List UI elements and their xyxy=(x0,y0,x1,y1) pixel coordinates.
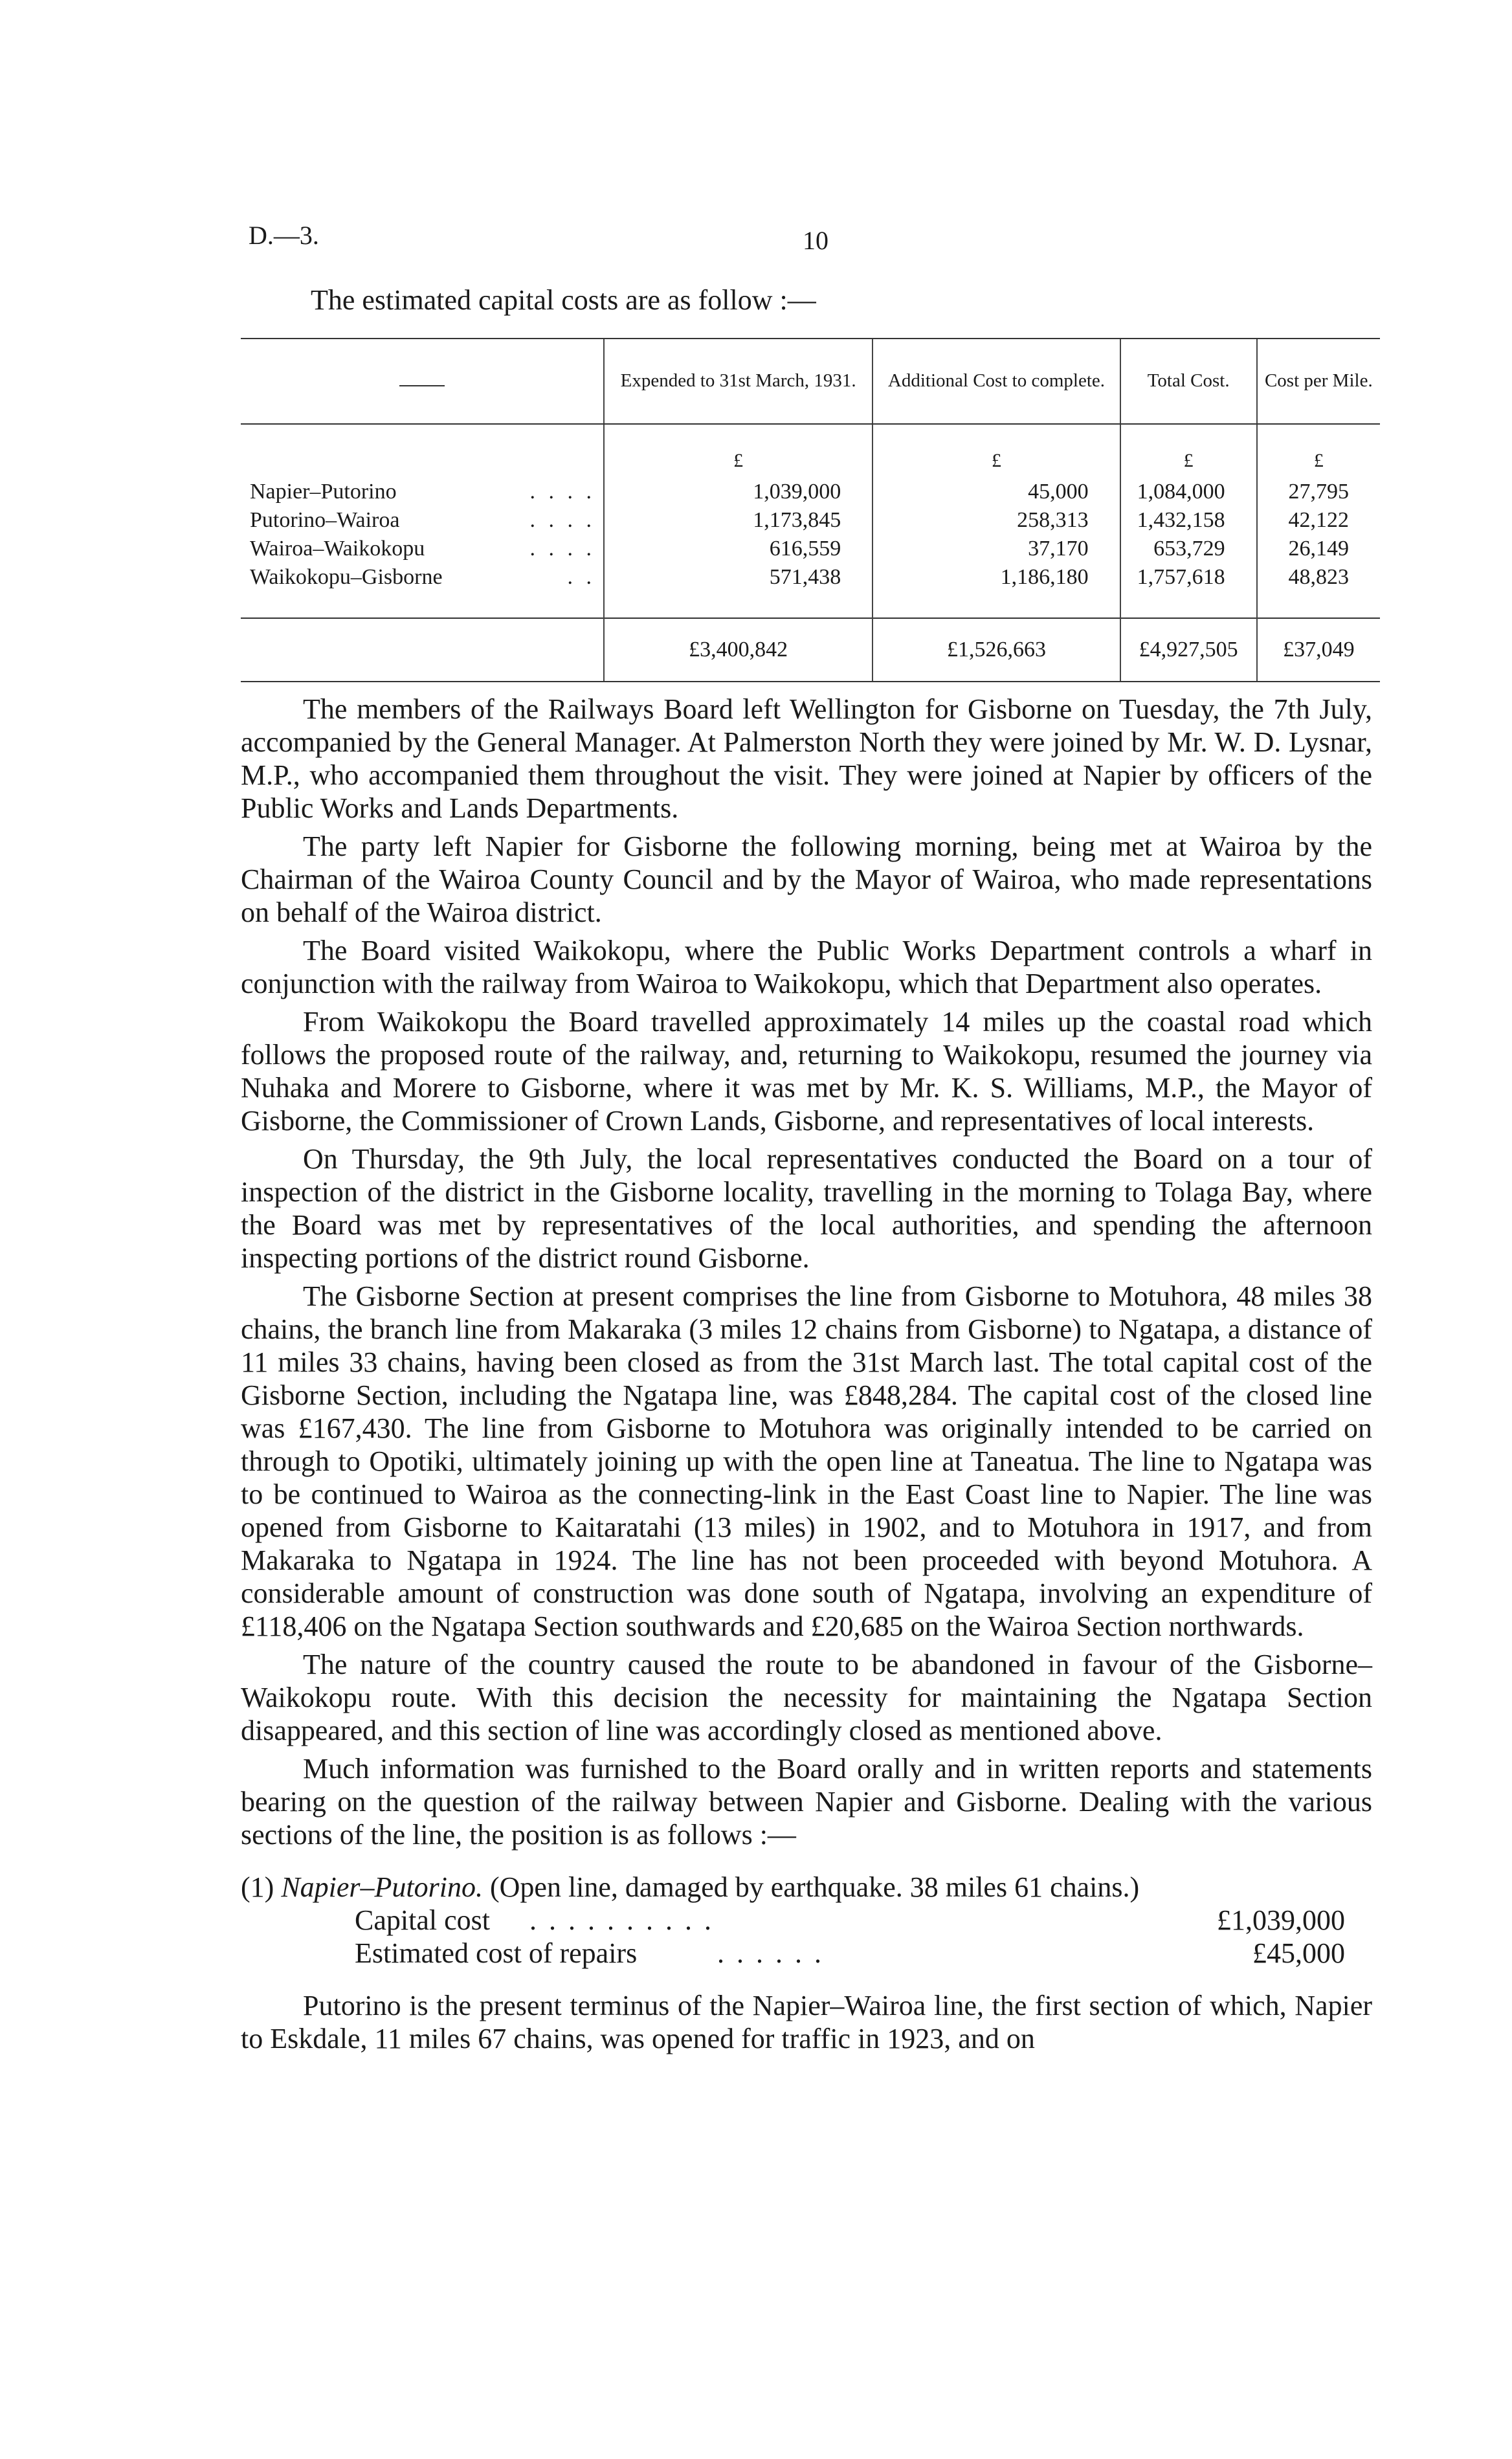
total-expended: £3,400,842 xyxy=(604,618,873,682)
paragraph: The members of the Railways Board left Wellington for Gisborne on Tuesday, the 7th July, accompanied by the General Manager. At Palmerston North they were joined by Mr. W. D. Lysnar, M.P., who accompanied them throughout the visit. They were joined at Napier by officers of the Public Works and Lands Departments. xyxy=(241,693,1372,824)
currency-symbol: £ xyxy=(873,424,1120,478)
total-value: 1,757,618 xyxy=(1120,563,1257,618)
section-name: Wairoa–Waikokopu xyxy=(250,537,425,561)
total-value: 653,729 xyxy=(1120,535,1257,563)
item-title: Napier–Putorino. xyxy=(281,1871,483,1903)
additional-value: 1,186,180 xyxy=(873,563,1120,618)
header-blank-cell xyxy=(241,339,604,424)
total-cost: £4,927,505 xyxy=(1120,618,1257,682)
currency-symbol: £ xyxy=(1120,424,1257,478)
table-row xyxy=(241,506,1380,535)
cost-label: Capital cost xyxy=(355,1904,490,1936)
cost-line xyxy=(355,1904,1345,1937)
leader-dots: . . xyxy=(567,565,595,589)
expended-value: 571,438 xyxy=(604,563,873,618)
total-additional: £1,526,663 xyxy=(873,618,1120,682)
table-row xyxy=(241,535,1380,563)
table-intro: The estimated capital costs are as follow :— xyxy=(311,284,816,316)
expended-value: 1,039,000 xyxy=(604,478,873,506)
page-reference: D.—3. xyxy=(249,221,319,250)
cost-amount: £1,039,000 xyxy=(1217,1904,1345,1936)
paragraph: The party left Napier for Gisborne the following morning, being met at Wairoa by the Chairman of the Wairoa County Council and by the Mayor of Wairoa, who made representations on behalf of the Wairoa district. xyxy=(241,830,1372,928)
expended-value: 1,173,845 xyxy=(604,506,873,535)
section-name: Napier–Putorino xyxy=(250,480,397,504)
paragraph: The Gisborne Section at present comprises the line from Gisborne to Motuhora, 48 miles 38 chains, the branch line from Makaraka (3 miles 12 chains from Gisborne) to Ngatapa, a distance of 11 miles 33 chains, having been closed as from the 31st March last. The total capital cost of the Gisborne Section, including the Ngatapa line, was £848,284. The capital cost of the closed line was £167,430. The line from Gisborne to Motuhora was originally intended to be carried on through to Opotiki, ultimately joining up with the open line at Taneatua. The line to Ngatapa was to be continued to Wairoa as the connecting-link in the East Coast line to Napier. The line was opened from Gisborne to Kaitaratahi (13 miles) in 1902, and to Motuhora in 1917, and from Makaraka to Ngatapa in 1924. The line has not been proceeded with beyond Motuhora. A considerable amount of construction was done south of Ngatapa, involving an expenditure of £118,406 on the Ngatapa Section southwards and £20,685 on the Wairoa Section northwards. xyxy=(241,1280,1372,1642)
paragraph: The nature of the country caused the route to be abandoned in favour of the Gisborne–Waikokopu route. With this decision the necessity for maintaining the Ngatapa Section disappeared, and this section of line was accordingly closed as mentioned above. xyxy=(241,1649,1372,1746)
per-mile-value: 48,823 xyxy=(1257,563,1380,618)
paragraph: On Thursday, the 9th July, the local representatives conducted the Board on a tour of inspection of the district in the Gisborne locality, travelling in the morning to Tolaga Bay, where the Board was met by representatives of the local authorities, and spending the afternoon inspecting portions of the district round Gisborne. xyxy=(241,1143,1372,1274)
leader-dots: . . . . xyxy=(529,537,595,561)
table-row xyxy=(241,478,1380,506)
leader-dots: . . . . xyxy=(529,508,595,532)
paragraph: Much information was furnished to the Board orally and in written reports and statements bearing on the question of the railway between Napier and Gisborne. Dealing with the various sections of the line, the position is as follows :— xyxy=(241,1753,1372,1851)
leader-dots: . . . . xyxy=(529,480,595,504)
header-total-cost: Total Cost. xyxy=(1120,339,1257,424)
additional-value: 258,313 xyxy=(873,506,1120,535)
total-per-mile: £37,049 xyxy=(1257,618,1380,682)
table-header-row xyxy=(241,339,1380,424)
paragraph: From Waikokopu the Board travelled approximately 14 miles up the coastal road which follows the proposed route of the railway, and, returning to Waikokopu, resumed the journey via Nuhaka and Morere to Gisborne, where it was met by Mr. K. S. Williams, M.P., the Mayor of Gisborne, the Commissioner of Crown Lands, Gisborne, and representatives of local interests. xyxy=(241,1006,1372,1137)
expended-value: 616,559 xyxy=(604,535,873,563)
cost-amount: £45,000 xyxy=(1252,1937,1345,1969)
item-detail: (Open line, damaged by earthquake. 38 miles 61 chains.) xyxy=(490,1871,1140,1903)
section-item-heading xyxy=(241,1871,1372,1904)
header-additional-cost: Additional Cost to complete. xyxy=(873,339,1120,424)
header-dash xyxy=(399,385,445,386)
table-row xyxy=(241,563,1380,618)
leader-dots: . . . . . . . . . . xyxy=(529,1904,714,1936)
currency-symbol: £ xyxy=(1257,424,1380,478)
totals-row xyxy=(241,618,1380,682)
per-mile-value: 26,149 xyxy=(1257,535,1380,563)
total-value: 1,432,158 xyxy=(1120,506,1257,535)
additional-value: 45,000 xyxy=(873,478,1120,506)
paragraph: The Board visited Waikokopu, where the Public Works Department controls a wharf in conjunction with the railway from Wairoa to Waikokopu, which that Department also operates. xyxy=(241,935,1372,999)
cost-label: Estimated cost of repairs xyxy=(355,1937,638,1969)
leader-dots: . . . . . . xyxy=(717,1937,824,1969)
total-value: 1,084,000 xyxy=(1120,478,1257,506)
paragraph: Putorino is the present terminus of the Napier–Wairoa line, the first section of which, Napier to Eskdale, 11 miles 67 chains, was opened for traffic in 1923, and on xyxy=(241,1990,1372,2054)
page-number: 10 xyxy=(803,226,828,255)
section-name: Putorino–Wairoa xyxy=(250,508,400,532)
section-name: Waikokopu–Gisborne xyxy=(250,565,443,589)
capital-costs-table xyxy=(241,338,1380,682)
body-text xyxy=(241,693,1372,2060)
header-cost-per-mile: Cost per Mile. xyxy=(1257,339,1380,424)
additional-value: 37,170 xyxy=(873,535,1120,563)
per-mile-value: 27,795 xyxy=(1257,478,1380,506)
currency-symbol: £ xyxy=(604,424,873,478)
currency-row xyxy=(241,424,1380,478)
header-expended: Expended to 31st March, 1931. xyxy=(604,339,873,424)
item-number: (1) xyxy=(241,1871,274,1903)
per-mile-value: 42,122 xyxy=(1257,506,1380,535)
cost-line xyxy=(355,1937,1345,1970)
